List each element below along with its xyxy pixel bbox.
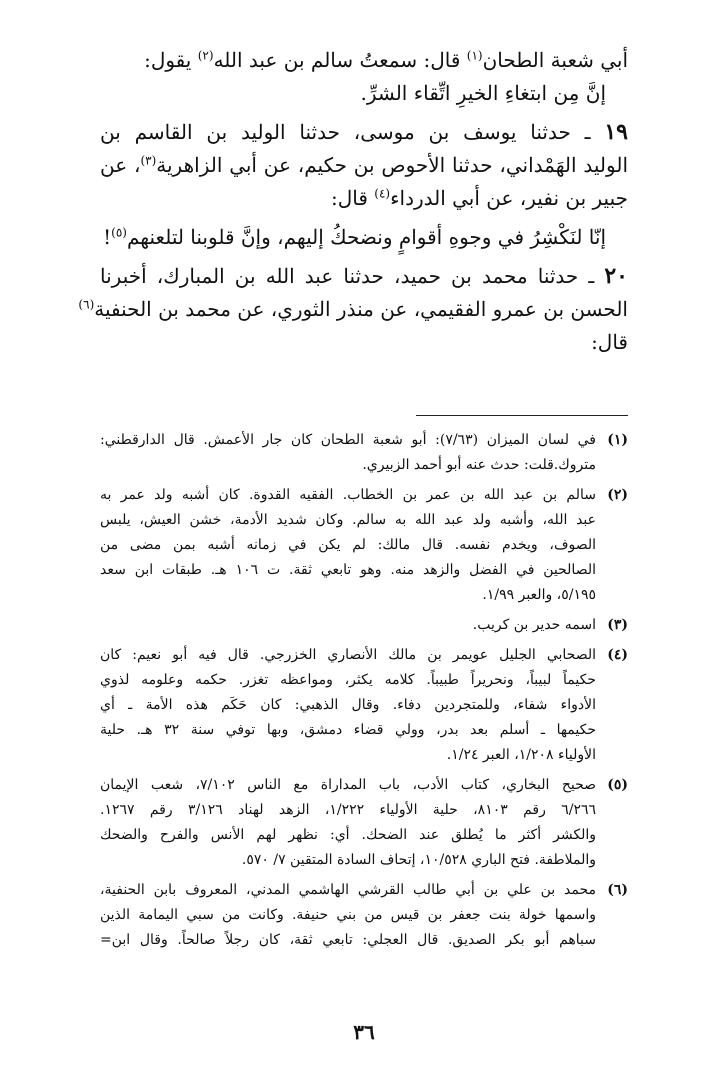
text-span: ـ حدثنا محمد بن حميد، حدثنا عبد الله بن المبارك، أخبرنا: [100, 264, 605, 288]
footnote-line: متروك.قلت: حدث عنه أبو أحمد الزبيري.: [362, 457, 596, 473]
footnote-line: الصحابي الجليل عويمر بن مالك الأنصاري الخزرجي. قال فيه أبو نعيم: كان: [100, 647, 596, 663]
text-span: الحسن بن عمرو الفقيمي، عن منذر الثوري، عن محمد بن الحنفية: [94, 297, 628, 321]
footnote-line: الأدواء شفاء، وللمتجردين دفاء. وقال الذهبي: كان حَكَم هذه الأمة ـ أي: [100, 697, 596, 713]
footnote-ref[interactable]: (١): [466, 48, 483, 63]
main-text: [78, 44, 628, 359]
footnote-line: سالم بن عبد الله بن عمر بن الخطاب. الفقيه القدوة. كان أشبه ولد عمر به: [100, 487, 596, 503]
text-span: !: [103, 225, 112, 249]
footnote: [100, 878, 628, 953]
footnote-ref[interactable]: (٥): [111, 225, 127, 240]
text-span: إنّا لنَكْشِرُ في وجوهِ أقوامٍ ونضحكُ إليهم، وإنَّ قلوبنا لتلعنهم: [126, 225, 606, 249]
footnote-body: [100, 483, 596, 608]
text-line: [100, 44, 628, 77]
footnote-line: والملاطفة. فتح الباري ١٠/٥٢٨، إتحاف السادة المتقين ٧/ ٥٧٠.: [241, 852, 596, 868]
text-span: أبي شعبة الطحان: [482, 48, 628, 72]
footnote-mark: (٥): [607, 777, 628, 793]
text-span: ، عن: [100, 153, 141, 177]
text-span: يقول:: [144, 48, 198, 72]
footnote-line: ٦/٢٦٦ رقم ٨١٠٣، حلية الأولياء ١/٢٢٢، الزهد لهناد ٣/١٢٦ رقم ١٢٦٧.: [100, 802, 596, 818]
footnote-mark: (٣): [607, 617, 628, 633]
footnote-ref[interactable]: (٣): [140, 153, 157, 168]
quote-line: [100, 221, 628, 254]
text-span: قال:: [331, 186, 375, 210]
footnote-line: ٥/١٩٥، والعبر ١/٩٩.: [482, 587, 596, 603]
footnote-line: محمد بن علي بن أبي طالب القرشي الهاشمي المدني، المعروف بابن الحنفية،: [100, 882, 596, 898]
text-line: [100, 149, 628, 182]
text-span: جبير بن نفير، عن أبي الدرداء: [390, 186, 628, 210]
footnote-body: [100, 613, 596, 638]
footnote: [100, 483, 628, 608]
footnote-ref[interactable]: (٦): [78, 297, 95, 312]
footnote-mark: (٤): [607, 647, 628, 663]
footnote: [100, 613, 628, 638]
footnote-line: واسمها خولة بنت جعفر بن قيس من بني حنيفة. وكانت من سبي اليمامة الذين: [100, 907, 596, 923]
text-line: [100, 182, 628, 215]
footnote: [100, 643, 628, 768]
footnote: [100, 773, 628, 873]
footnote-mark: (١): [607, 432, 628, 448]
hadith-number: ٢٠: [604, 263, 628, 289]
text-line: [78, 293, 628, 326]
footnote-body: [100, 878, 596, 953]
text-span: قال: سمعتُ سالم بن عبد الله: [213, 48, 467, 72]
footnote: [100, 428, 628, 478]
text-line: قال:: [591, 330, 628, 354]
text-line: [100, 116, 628, 149]
footnote-body: [100, 773, 596, 873]
footnotes: [100, 428, 628, 958]
footnote-body: [100, 428, 596, 478]
footnote-divider: [416, 415, 628, 416]
footnote-line: الصوف، ويخدم نفسه. قال مالك: لم يكن في زمانه أشبه بمن مضى من: [100, 537, 596, 553]
footnote-line: سباهم أبو بكر الصديق. قال العجلي: تابعي ثقة، كان رجلاً صالحاً. وقال ابن=: [100, 932, 596, 948]
footnote-body: [100, 643, 596, 768]
footnote-line: والكشر أكثر ما يُطلق عند الضحك. أي: نظهر لهم الأنس والفرح والضحك: [100, 827, 596, 843]
text-span: الوليد الهَمْداني، حدثنا الأحوص بن حكيم، عن أبي الزاهرية: [156, 153, 628, 177]
footnote-mark: (٦): [607, 882, 628, 898]
footnote-line: في لسان الميزان (٧/٦٣): أبو شعبة الطحان كان جار الأعمش. قال الدارقطني:: [100, 432, 596, 448]
footnote-line: صحيح البخاري، كتاب الأدب، باب المداراة مع الناس ٧/١٠٢، شعب الإيمان: [100, 777, 597, 793]
footnote-ref[interactable]: (٢): [197, 48, 214, 63]
quote-line: إنَّ مِن ابتغاءِ الخيرِ اتِّقاء الشرِّ.: [360, 81, 606, 105]
footnote-line: الأولياء ١/٢٠٨، العبر ١/٢٤.: [446, 747, 596, 763]
text-line: [100, 260, 628, 293]
hadith-number: ١٩: [604, 119, 628, 145]
footnote-mark: (٢): [607, 487, 628, 503]
page-number: ٣٦: [353, 1020, 375, 1044]
text-span: ـ حدثنا يوسف بن موسى، حدثنا الوليد بن القاسم بن: [100, 120, 605, 144]
footnote-line: عبد الله، وأشبه ولد عبد الله به سالم. وكان شديد الأدمة، خشن العيش، يلبس: [100, 512, 596, 528]
footnote-line: اسمه حدير بن كريب.: [472, 617, 596, 633]
footnote-ref[interactable]: (٤): [374, 186, 391, 201]
footnote-line: حكيمها ـ أسلم بعد بدر، وولي قضاء دمشق، وبها توفي سنة ٣٢ هـ. حلية: [100, 722, 596, 738]
footnote-line: حكيماً لبيباً، ونحريراً طبيباً. كلامه يكثر، ومواعظه تغزر. حكمه وعلومه لذوي: [100, 672, 596, 688]
footnote-line: الصالحين في الفضل والزهد منه. وهو تابعي ثقة. ت ١٠٦ هـ. طبقات ابن سعد: [100, 562, 596, 578]
